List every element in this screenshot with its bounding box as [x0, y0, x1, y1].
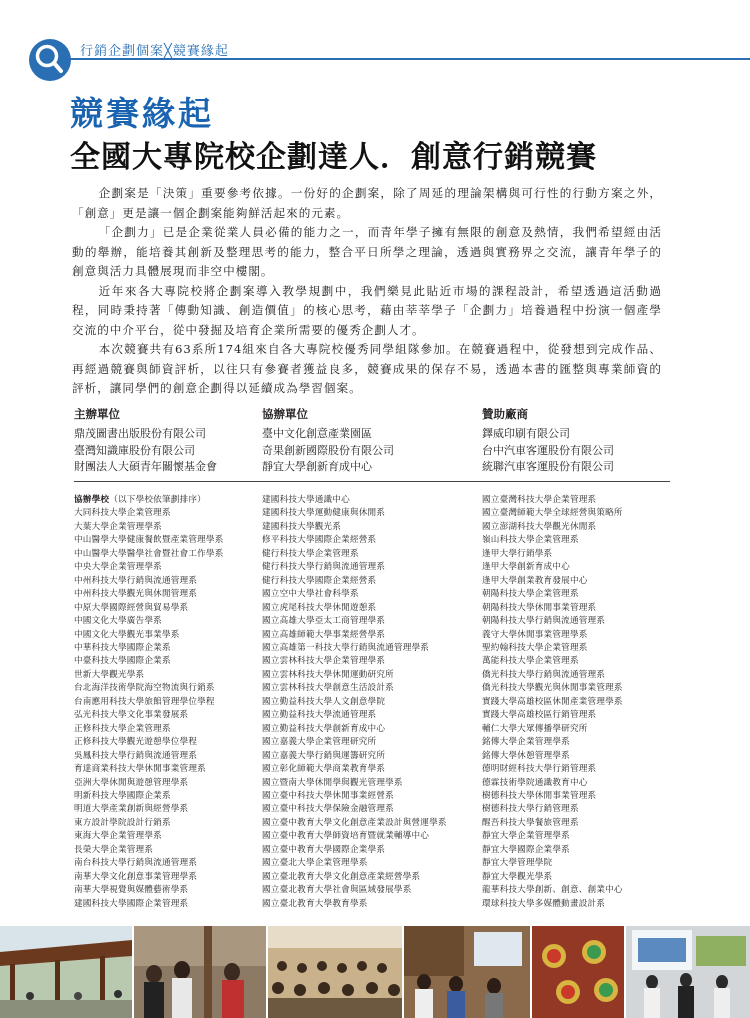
organizer-item: 財團法人大碩青年關懷基金會 [74, 460, 217, 473]
school-item: 健行科技大學企業管理系 [262, 548, 359, 559]
school-item: 嶺山科技大學企業管理系 [482, 535, 579, 546]
school-item: 中山醫學大學健康餐飲暨產業管理學系 [74, 535, 224, 546]
schools-column [482, 494, 623, 911]
school-item: 銘傳大學休憩管理學系 [482, 750, 570, 761]
school-item: 大同科技大學企業管理系 [74, 508, 171, 519]
school-item: 南華大學文化創意事業管理學系 [74, 871, 198, 882]
school-item: 國立雲林科技大學創意生活設計系 [262, 683, 394, 694]
school-item: 中山醫學大學醫學社會暨社會工作學系 [74, 548, 224, 559]
co-organizer-column [262, 406, 394, 476]
school-item: 國立勤益科技大學創新育成中心 [262, 723, 386, 734]
school-item: 德明財經科技大學行銷管理系 [482, 764, 597, 775]
schools-heading-label: 協辦學校 [74, 495, 110, 505]
school-item: 僑光科技大學觀光與休閒事業管理系 [482, 683, 623, 694]
school-item: 大葉大學企業管理學系 [74, 521, 162, 532]
school-item: 國立嘉義大學企業管理研究所 [262, 737, 377, 748]
school-item: 明道大學產業創新與經營學系 [74, 804, 189, 815]
school-item: 國立高雄大學亞太工商管理學系 [262, 616, 386, 627]
school-item: 弘光科技大學文化事業發展系 [74, 710, 189, 721]
co-organizer-heading: 協辦單位 [262, 407, 308, 421]
school-item: 國立臺北大學企業管理學系 [262, 858, 368, 869]
school-item: 國立彰化師範大學商業教育學系 [262, 764, 386, 775]
school-item: 東海大學企業管理學系 [74, 831, 162, 842]
school-item: 國立空中大學社會科學系 [262, 589, 359, 600]
school-item: 靜宜大學觀光學系 [482, 871, 553, 882]
organizer-column [74, 406, 217, 476]
school-item: 輔仁大學大眾傳播學研究所 [482, 723, 588, 734]
school-item: 中央大學企業管理學系 [74, 562, 162, 573]
sponsor-item: 統聯汽車客運股份有限公司 [482, 460, 614, 473]
school-item: 僑光科技大學行銷與流通管理系 [482, 669, 606, 680]
school-item: 中州科技大學觀光與休閒管理系 [74, 589, 198, 600]
organizer-heading: 主辦單位 [74, 407, 120, 421]
sponsor-column [482, 406, 614, 476]
school-item: 國立高雄師範大學事業經營學系 [262, 629, 386, 640]
schools-column [74, 494, 224, 911]
school-item: 國立臺灣科技大學企業管理系 [482, 495, 597, 505]
intro-text [72, 184, 662, 399]
school-item: 正修科技大學觀光遊憩學位學程 [74, 737, 198, 748]
school-item: 逢甲大學創業教育發展中心 [482, 575, 588, 586]
intro-paragraph: 本次競賽共有63系所174組來自各大專院校優秀同學組隊參加。在競賽過程中，從發想到完成作品、再經過競賽與師資評析，以往只有參賽者獲益良多，競賽成果的保存不易，透過本書的匯整與專業師資的評析，讓同學們的創意企劃得以延續成為學習個案。 [72, 342, 662, 395]
photo-stage-ceremony [626, 926, 750, 1018]
photo-presentation-hall [404, 926, 530, 1018]
divider [74, 481, 670, 482]
school-item: 國立暨南大學休閒學與觀光管理學系 [262, 777, 403, 788]
school-item: 東方設計學院設計行銷系 [74, 817, 171, 828]
school-item: 明新科技大學國際企業系 [74, 790, 171, 801]
school-item: 靜宜大學管理學院 [482, 858, 553, 869]
intro-paragraph: 「企劃力」已是企業從業人員必備的能力之一，而青年學子擁有無限的創意及熱情，我們希望經由活動的舉辦，能培養其創新及整理思考的能力，整合平日所學之理論，透過與實務界之交流，讓青年學子的創意與活力具體展現而非空中樓閣。 [72, 225, 662, 278]
co-organizer-item: 臺中文化創意產業園區 [262, 427, 372, 440]
school-item: 台南應用科技大學旅館管理學位學程 [74, 696, 215, 707]
school-item: 修平科技大學國際企業經營系 [262, 535, 377, 546]
school-item: 樹德科技大學行銷管理系 [482, 804, 579, 815]
school-item: 南華大學視覺與媒體藝術學系 [74, 885, 189, 896]
school-item: 吳鳳科技大學行銷與流通管理系 [74, 750, 198, 761]
photo-students-event [134, 926, 266, 1018]
schools-heading [74, 494, 224, 507]
school-item: 中國文化大學觀光事業學系 [74, 629, 180, 640]
school-item: 實踐大學高雄校區行銷管理系 [482, 710, 597, 721]
sponsor-item: 鐸威印刷有限公司 [482, 427, 570, 440]
photo-auditorium-audience [268, 926, 402, 1018]
school-item: 靜宜大學國際企業學系 [482, 844, 570, 855]
school-item: 建國科技大學觀光系 [262, 521, 342, 532]
schools-column [262, 494, 447, 911]
school-item: 健行科技大學國際企業經營系 [262, 575, 377, 586]
school-item: 建國科技大學運動健康與休閒系 [262, 508, 386, 519]
school-item: 國立臺中科技大學保險金融管理系 [262, 804, 394, 815]
school-item: 國立高雄第一科技大學行銷與流通管理學系 [262, 642, 430, 653]
school-item: 國立臺灣師範大學全球經營與策略所 [482, 508, 623, 519]
school-item: 國立雲林科技大學休閒運動研究所 [262, 669, 394, 680]
intro-paragraph: 近年來各大專院校將企劃案導入教學規劃中，我們樂見此貼近市場的課程設計，希望透過這活動過程，同時秉持著「傳動知識、創造價值」的核心思考，藉由莘莘學子「企劃力」培養過程中扮演一個產學交流的中介平台，從中發掘及培育企業所需要的優秀企劃人才。 [72, 283, 662, 337]
school-item: 萬能科技大學企業管理系 [482, 656, 579, 667]
school-item: 國立勤益科技大學人文創意學院 [262, 696, 386, 707]
school-item: 樹德科技大學休閒事業管理系 [482, 790, 597, 801]
school-item: 世新大學觀光學系 [74, 669, 145, 680]
school-item: 銘傳大學企業管理學系 [482, 737, 570, 748]
school-item: 靜宜大學企業管理學系 [482, 831, 570, 842]
school-item: 國立嘉義大學行銷與運籌研究所 [262, 750, 386, 761]
school-item: 國立雲林科技大學企業管理學系 [262, 656, 386, 667]
school-item: 南台科技大學行銷與流通管理系 [74, 858, 198, 869]
school-item: 朝陽科技大學行銷與流通管理系 [482, 616, 606, 627]
school-item: 國立臺中教育大學師資培育暨就業輔導中心 [262, 831, 430, 842]
school-item: 朝陽科技大學企業管理系 [482, 589, 579, 600]
school-item: 國立虎尾科技大學休閒遊憩系 [262, 602, 377, 613]
sponsor-heading: 贊助廠商 [482, 407, 528, 421]
school-item: 聖約翰科技大學企業管理系 [482, 642, 588, 653]
school-item: 國立臺北教育大學文化創意產業經營學系 [262, 871, 421, 882]
school-item: 國立勤益科技大學流通管理系 [262, 710, 377, 721]
school-item: 中華科技大學國際企業系 [74, 642, 171, 653]
school-item: 台北海洋技術學院海空物流與行銷系 [74, 683, 215, 694]
organizer-item: 臺灣知識庫股份有限公司 [74, 443, 195, 457]
school-item: 逢甲大學行銷學系 [482, 548, 553, 559]
school-item: 國立臺北教育大學社會與區域發展學系 [262, 885, 412, 896]
photo-strip [0, 926, 750, 1018]
school-item: 龍華科技大學創新、創意、創業中心 [482, 885, 623, 896]
school-item: 健行科技大學行銷與流通管理系 [262, 562, 386, 573]
school-item: 中原大學國際經營與貿易學系 [74, 602, 189, 613]
sponsor-section [74, 406, 674, 478]
intro-paragraph: 企劃案是「決策」重要參考依據。一份好的企劃案，除了周延的理論架構與可行性的行動方案之外，「創意」更是讓一個企劃案能夠鮮活起來的元素。 [72, 186, 662, 220]
school-item: 建國科技大學通識中心 [262, 495, 350, 505]
co-organizer-item: 奇果創新國際股份有限公司 [262, 443, 394, 457]
school-item: 國立臺中科技大學休閒事業經營系 [262, 790, 394, 801]
school-item: 國立臺北教育大學教育學系 [262, 898, 368, 909]
school-item: 正修科技大學企業管理系 [74, 723, 171, 734]
school-item: 亞洲大學休閒與遊憩管理學系 [74, 777, 189, 788]
school-item: 長榮大學企業管理系 [74, 844, 154, 855]
school-item: 逢甲大學創新育成中心 [482, 562, 570, 573]
photo-campus-pavilion [0, 926, 132, 1018]
page-title: 競賽緣起 [70, 94, 214, 133]
school-item: 中州科技大學行銷與流通管理系 [74, 575, 198, 586]
breadcrumb: 行銷企劃個案╳競賽緣起 [80, 44, 229, 59]
school-item: 建國科技大學國際企業管理系 [74, 898, 189, 909]
school-item: 環球科技大學多媒體動畫設計系 [482, 898, 606, 909]
co-organizer-item: 靜宜大學創新育成中心 [262, 460, 372, 473]
school-item: 朝陽科技大學休閒事業管理系 [482, 602, 597, 613]
school-item: 育達商業科技大學休閒事業管理系 [74, 764, 206, 775]
school-item: 義守大學休閒事業管理學系 [482, 629, 588, 640]
school-item: 國立臺中教育大學國際企業學系 [262, 844, 386, 855]
school-item: 醒吾科技大學餐旅管理系 [482, 817, 579, 828]
photo-award-medals [532, 926, 624, 1018]
schools-heading-note: （以下學校依筆劃排序） [109, 495, 206, 505]
magnifier-icon [28, 38, 72, 82]
school-item: 實踐大學高雄校區休閒產業管理學系 [482, 696, 623, 707]
school-item: 中臺科技大學國際企業系 [74, 656, 171, 667]
sponsor-item: 台中汽車客運股份有限公司 [482, 443, 614, 457]
school-item: 國立澎湖科技大學觀光休閒系 [482, 521, 597, 532]
school-item: 德霖技術學院通識教育中心 [482, 777, 588, 788]
page-subtitle: 全國大專院校企劃達人．創意行銷競賽 [70, 140, 597, 175]
school-item: 國立臺中教育大學文化創意產業設計與營運學系 [262, 817, 447, 828]
organizer-item: 鼎茂圖書出版股份有限公司 [74, 427, 206, 440]
school-item: 中國文化大學廣告學系 [74, 616, 162, 627]
